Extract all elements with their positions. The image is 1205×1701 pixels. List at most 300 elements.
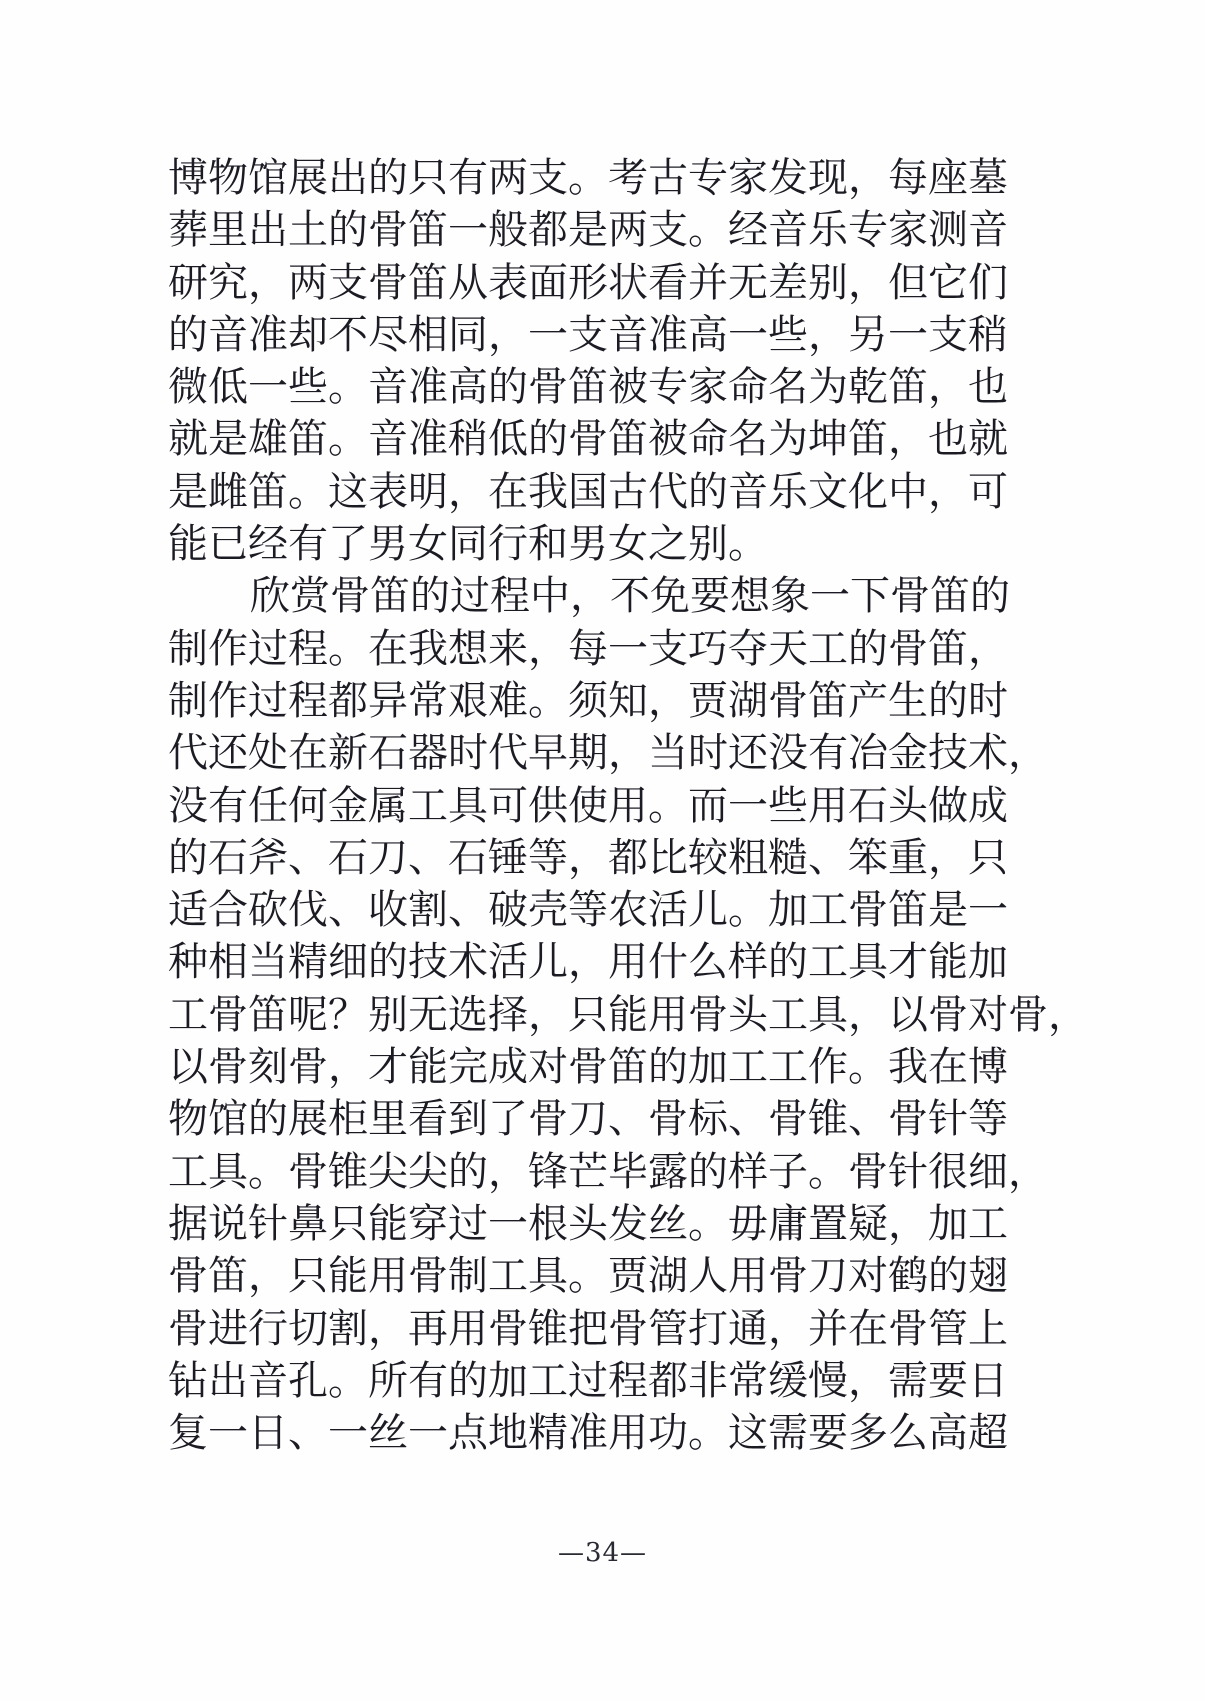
text-char: 有 bbox=[208, 782, 248, 829]
text-char: 行 bbox=[248, 1305, 288, 1352]
text-char: 。 bbox=[688, 1410, 728, 1457]
text-char: 骨 bbox=[888, 1096, 928, 1143]
text-char: 骨 bbox=[848, 887, 888, 934]
text-line: 能已经有了男女同行和男女之别。 bbox=[168, 521, 768, 568]
text-char: 了 bbox=[488, 1096, 528, 1143]
text-char: 没 bbox=[168, 782, 208, 829]
text-char: 、 bbox=[608, 1096, 648, 1143]
text-char: 无 bbox=[408, 991, 448, 1038]
text-char: 还 bbox=[728, 730, 768, 777]
text-char: 雄 bbox=[248, 416, 288, 463]
text-char: 骨 bbox=[688, 991, 728, 1038]
text-char: 用 bbox=[608, 782, 648, 829]
text-char: 一 bbox=[728, 782, 768, 829]
text-char: 准 bbox=[568, 1410, 608, 1457]
text-char: 割 bbox=[408, 887, 448, 934]
text-char: 的 bbox=[168, 311, 208, 358]
text-char: 农 bbox=[608, 887, 648, 934]
text-char: 都 bbox=[608, 834, 648, 881]
text-char: 生 bbox=[888, 677, 928, 724]
text-char: 稍 bbox=[448, 416, 488, 463]
text-char: 超 bbox=[968, 1410, 1008, 1457]
text-char: 巧 bbox=[688, 625, 728, 672]
text-char: 同 bbox=[448, 311, 488, 358]
text-char: 工 bbox=[768, 991, 808, 1038]
text-char: 要 bbox=[690, 573, 730, 620]
text-char: ， bbox=[328, 1044, 368, 1091]
text-char: 笛 bbox=[888, 364, 928, 411]
text-char: 别 bbox=[368, 991, 408, 1038]
text-char: 另 bbox=[848, 311, 888, 358]
text-char: 高 bbox=[928, 1410, 968, 1457]
text-char: 骨 bbox=[608, 1305, 648, 1352]
text-char: 作 bbox=[808, 1044, 848, 1091]
text-char: 术 bbox=[448, 939, 488, 986]
text-char: 免 bbox=[650, 573, 690, 620]
text-char: 还 bbox=[208, 730, 248, 777]
text-char: 日 bbox=[248, 1410, 288, 1457]
text-char: 用 bbox=[728, 1253, 768, 1300]
text-char: 都 bbox=[648, 1357, 688, 1404]
text-char: 微 bbox=[168, 364, 208, 411]
text-char: 笛 bbox=[208, 1253, 248, 1300]
text-char: 的 bbox=[688, 468, 728, 515]
text-char: 粗 bbox=[728, 834, 768, 881]
text-char: 。 bbox=[728, 887, 768, 934]
text-char: 支 bbox=[528, 155, 568, 201]
text-char: 别 bbox=[808, 259, 848, 306]
text-char: 命 bbox=[688, 416, 728, 463]
text-char: 地 bbox=[488, 1410, 528, 1457]
text-char: 可 bbox=[968, 468, 1008, 515]
text-char: 工 bbox=[408, 782, 448, 829]
text-char: 活 bbox=[648, 887, 688, 934]
text-char: 。 bbox=[288, 468, 328, 515]
text-char: 过 bbox=[568, 1357, 608, 1404]
text-char: ， bbox=[368, 1305, 408, 1352]
text-char: 有 bbox=[448, 155, 488, 201]
text-char: 割 bbox=[328, 1305, 368, 1352]
text-line bbox=[168, 1355, 1008, 1407]
text-char: 复 bbox=[168, 1410, 208, 1457]
text-char: 。 bbox=[248, 1148, 288, 1195]
text-char: 在 bbox=[928, 1044, 968, 1091]
text-char: 贾 bbox=[608, 1253, 648, 1300]
text-char: 发 bbox=[608, 1200, 648, 1247]
text-char: 有 bbox=[808, 730, 848, 777]
text-char: 来 bbox=[488, 625, 528, 672]
text-char: 。 bbox=[568, 155, 608, 201]
text-char: 呢 bbox=[288, 991, 328, 1038]
text-char: ， bbox=[1008, 730, 1048, 777]
text-char: 用 bbox=[648, 991, 688, 1038]
text-char: 般 bbox=[488, 207, 528, 254]
text-char: 代 bbox=[488, 730, 528, 777]
text-char: 疑 bbox=[848, 1200, 888, 1247]
text-char: 头 bbox=[728, 991, 768, 1038]
text-line bbox=[168, 1250, 1008, 1302]
text-char: 准 bbox=[408, 416, 448, 463]
text-char: 高 bbox=[448, 364, 488, 411]
text-char: 管 bbox=[928, 1305, 968, 1352]
text-char: 音 bbox=[768, 207, 808, 254]
text-char: 尖 bbox=[368, 1148, 408, 1195]
text-line bbox=[168, 623, 1008, 675]
text-char: 只 bbox=[408, 155, 448, 201]
text-char: 工 bbox=[968, 1200, 1008, 1247]
text-char: 石 bbox=[848, 782, 888, 829]
text-char: 处 bbox=[248, 730, 288, 777]
text-char: 工 bbox=[808, 887, 848, 934]
text-char: 一 bbox=[728, 311, 768, 358]
text-char: 出 bbox=[248, 207, 288, 254]
text-line bbox=[168, 570, 1010, 622]
text-char: 工 bbox=[808, 625, 848, 672]
text-char: 研 bbox=[168, 259, 208, 306]
text-char: 就 bbox=[168, 416, 208, 463]
text-char: 湖 bbox=[648, 1253, 688, 1300]
text-char: ， bbox=[528, 625, 568, 672]
text-char: 、 bbox=[288, 1410, 328, 1457]
text-char: 丝 bbox=[648, 1200, 688, 1247]
text-char: 种 bbox=[168, 939, 208, 986]
text-char: 标 bbox=[688, 1096, 728, 1143]
text-char: 的 bbox=[368, 939, 408, 986]
text-char: 笛 bbox=[370, 573, 410, 620]
text-char: 术 bbox=[968, 730, 1008, 777]
text-line bbox=[168, 204, 1008, 256]
text-char: 进 bbox=[208, 1305, 248, 1352]
text-char: 的 bbox=[448, 1148, 488, 1195]
text-char: 一 bbox=[208, 1410, 248, 1457]
text-char: ， bbox=[488, 311, 528, 358]
text-char: 程 bbox=[288, 677, 328, 724]
text-char: 需 bbox=[888, 1357, 928, 1404]
text-char: 明 bbox=[408, 468, 448, 515]
text-char: 的 bbox=[328, 207, 368, 254]
text-char: 器 bbox=[408, 730, 448, 777]
text-char: 无 bbox=[728, 259, 768, 306]
text-char: 骨 bbox=[288, 1148, 328, 1195]
text-char: 加 bbox=[688, 1044, 728, 1091]
text-char: 并 bbox=[688, 259, 728, 306]
text-char: 作 bbox=[208, 677, 248, 724]
text-char: 、 bbox=[288, 834, 328, 881]
text-char: 冶 bbox=[848, 730, 888, 777]
text-char: 古 bbox=[648, 155, 688, 201]
text-char: 的 bbox=[970, 573, 1010, 620]
text-char: 国 bbox=[568, 468, 608, 515]
text-char: 化 bbox=[848, 468, 888, 515]
text-char: 一 bbox=[528, 311, 568, 358]
text-char: 锥 bbox=[528, 1305, 568, 1352]
text-line bbox=[168, 1198, 1008, 1250]
text-char: 选 bbox=[448, 991, 488, 1038]
text-char: 刀 bbox=[808, 1253, 848, 1300]
text-char: 湖 bbox=[728, 677, 768, 724]
text-char: 很 bbox=[928, 1148, 968, 1195]
text-char: 使 bbox=[568, 782, 608, 829]
text-char: 是 bbox=[928, 887, 968, 934]
text-line bbox=[168, 884, 1008, 936]
text-char: 想 bbox=[448, 625, 488, 672]
text-char: 博 bbox=[968, 1044, 1008, 1091]
text-char: 骨 bbox=[568, 1044, 608, 1091]
text-char: 表 bbox=[368, 468, 408, 515]
text-char: ， bbox=[848, 1357, 888, 1404]
text-char: 下 bbox=[850, 573, 890, 620]
text-char: 石 bbox=[208, 834, 248, 881]
text-char: 比 bbox=[648, 834, 688, 881]
text-char: 完 bbox=[448, 1044, 488, 1091]
text-char: 馆 bbox=[248, 155, 288, 201]
text-char: 难 bbox=[488, 677, 528, 724]
text-char: 笛 bbox=[568, 364, 608, 411]
text-char: 对 bbox=[528, 1044, 568, 1091]
text-char: 工 bbox=[528, 1357, 568, 1404]
text-char: 儿 bbox=[688, 887, 728, 934]
text-char: 、 bbox=[808, 834, 848, 881]
text-char: 现 bbox=[808, 155, 848, 201]
text-char: 。 bbox=[568, 1253, 608, 1300]
text-char: 什 bbox=[648, 939, 688, 986]
text-char: 骨 bbox=[768, 1096, 808, 1143]
text-char: 管 bbox=[648, 1305, 688, 1352]
text-char: ， bbox=[888, 1200, 928, 1247]
text-char: 等 bbox=[568, 887, 608, 934]
text-char: 笛 bbox=[608, 416, 648, 463]
text-char: 骨 bbox=[888, 1305, 928, 1352]
text-char: 一 bbox=[888, 311, 928, 358]
text-char: 测 bbox=[928, 207, 968, 254]
text-char: 芒 bbox=[568, 1148, 608, 1195]
text-char: 赏 bbox=[290, 573, 330, 620]
text-char: 笛 bbox=[288, 416, 328, 463]
text-char: 雌 bbox=[208, 468, 248, 515]
text-char: 专 bbox=[688, 155, 728, 201]
text-char: 打 bbox=[688, 1305, 728, 1352]
text-char: 一 bbox=[248, 364, 288, 411]
text-char: 的 bbox=[168, 834, 208, 881]
text-char: 当 bbox=[248, 939, 288, 986]
text-char: 露 bbox=[648, 1148, 688, 1195]
text-char: 古 bbox=[608, 468, 648, 515]
text-char: 的 bbox=[528, 416, 568, 463]
text-char: 异 bbox=[368, 677, 408, 724]
text-char: 每 bbox=[888, 155, 928, 201]
text-char: 墓 bbox=[968, 155, 1008, 201]
text-char: 技 bbox=[408, 939, 448, 986]
text-char: 儿 bbox=[528, 939, 568, 986]
text-char: 也 bbox=[968, 364, 1008, 411]
text-char: ， bbox=[568, 939, 608, 986]
text-char: 两 bbox=[608, 207, 648, 254]
text-char: 再 bbox=[408, 1305, 448, 1352]
text-char: 被 bbox=[648, 416, 688, 463]
text-char: 的 bbox=[928, 1253, 968, 1300]
text-char: 加 bbox=[768, 887, 808, 934]
text-char: 只 bbox=[968, 834, 1008, 881]
text-char: 的 bbox=[848, 625, 888, 672]
text-char: 任 bbox=[248, 782, 288, 829]
text-char: 头 bbox=[888, 782, 928, 829]
text-char: ， bbox=[248, 259, 288, 306]
text-char: 据 bbox=[168, 1200, 208, 1247]
text-char: 展 bbox=[288, 1096, 328, 1143]
text-char: 做 bbox=[928, 782, 968, 829]
text-char: 面 bbox=[528, 259, 568, 306]
text-char: 金 bbox=[328, 782, 368, 829]
text-char: 骨 bbox=[368, 207, 408, 254]
text-char: 糙 bbox=[768, 834, 808, 881]
text-char: ， bbox=[928, 468, 968, 515]
text-char: 新 bbox=[328, 730, 368, 777]
text-char: 文 bbox=[808, 468, 848, 515]
text-char: 。 bbox=[848, 1044, 888, 1091]
text-char: 工 bbox=[168, 991, 208, 1038]
text-char: 所 bbox=[368, 1357, 408, 1404]
text-char: 针 bbox=[248, 1200, 288, 1247]
text-char: 常 bbox=[408, 677, 448, 724]
text-char: 针 bbox=[888, 1148, 928, 1195]
text-char: 的 bbox=[688, 1148, 728, 1195]
text-char: 能 bbox=[328, 1253, 368, 1300]
text-char: 的 bbox=[768, 939, 808, 986]
text-char: 能 bbox=[408, 1044, 448, 1091]
text-char: 非 bbox=[688, 1357, 728, 1404]
text-char: 我 bbox=[888, 1044, 928, 1091]
text-char: 表 bbox=[488, 259, 528, 306]
text-char: ， bbox=[848, 259, 888, 306]
text-char: 想 bbox=[730, 573, 770, 620]
text-char: 骨 bbox=[888, 625, 928, 672]
text-line bbox=[168, 675, 1008, 727]
text-line bbox=[168, 727, 1048, 779]
text-char: 这 bbox=[328, 468, 368, 515]
text-char: 活 bbox=[488, 939, 528, 986]
text-char: 天 bbox=[768, 625, 808, 672]
text-char: 用 bbox=[608, 1410, 648, 1457]
text-char: 把 bbox=[568, 1305, 608, 1352]
text-char: 土 bbox=[288, 207, 328, 254]
text-char: 作 bbox=[208, 625, 248, 672]
text-char: 须 bbox=[568, 677, 608, 724]
text-char: 多 bbox=[848, 1410, 888, 1457]
text-char: 音 bbox=[248, 1357, 288, 1404]
text-char: 壳 bbox=[528, 887, 568, 934]
text-char: 夺 bbox=[728, 625, 768, 672]
text-line bbox=[168, 1146, 1048, 1198]
text-char: 以 bbox=[888, 991, 928, 1038]
text-char: 等 bbox=[528, 834, 568, 881]
text-char: 葬 bbox=[168, 207, 208, 254]
text-char: 从 bbox=[448, 259, 488, 306]
text-char: ， bbox=[768, 1305, 808, 1352]
text-char: 成 bbox=[968, 782, 1008, 829]
text-char: 成 bbox=[488, 1044, 528, 1091]
text-char: 锥 bbox=[808, 1096, 848, 1143]
text-char: 慢 bbox=[808, 1357, 848, 1404]
text-char: 的 bbox=[928, 677, 968, 724]
text-char: ， bbox=[1008, 1148, 1048, 1195]
text-char: 乐 bbox=[808, 207, 848, 254]
text-char: 骨 bbox=[1008, 991, 1048, 1038]
text-char: 。 bbox=[328, 416, 368, 463]
text-char: 、 bbox=[728, 1096, 768, 1143]
text-char: 日 bbox=[968, 1357, 1008, 1404]
text-line bbox=[168, 989, 1088, 1041]
text-char: 笛 bbox=[930, 573, 970, 620]
text-char: 程 bbox=[288, 625, 328, 672]
text-char: 才 bbox=[368, 1044, 408, 1091]
text-char: 细 bbox=[328, 939, 368, 986]
text-char: 不 bbox=[610, 573, 650, 620]
text-char: 代 bbox=[648, 468, 688, 515]
text-char: 刀 bbox=[368, 834, 408, 881]
text-char: 骨 bbox=[168, 1305, 208, 1352]
text-char: 骨 bbox=[848, 1148, 888, 1195]
text-char: ， bbox=[648, 677, 688, 724]
text-char: 用 bbox=[368, 1253, 408, 1300]
text-char: 骨 bbox=[568, 416, 608, 463]
text-char: 有 bbox=[408, 1357, 448, 1404]
text-char: 骨 bbox=[288, 1044, 328, 1091]
text-line bbox=[168, 466, 1008, 518]
text-char: 差 bbox=[768, 259, 808, 306]
text-char: 笨 bbox=[848, 834, 888, 881]
text-line bbox=[168, 780, 1008, 832]
text-char: 加 bbox=[928, 1200, 968, 1247]
text-char: 考 bbox=[608, 155, 648, 201]
text-char: 里 bbox=[208, 207, 248, 254]
text-char: 音 bbox=[368, 416, 408, 463]
text-char: ， bbox=[928, 834, 968, 881]
text-char: 骨 bbox=[208, 1044, 248, 1091]
text-char: 一 bbox=[328, 1410, 368, 1457]
text-char: 破 bbox=[488, 887, 528, 934]
text-char: 两 bbox=[288, 259, 328, 306]
text-char: 加 bbox=[488, 1357, 528, 1404]
text-char: 锤 bbox=[488, 834, 528, 881]
text-char: 的 bbox=[368, 155, 408, 201]
text-char: ， bbox=[608, 730, 648, 777]
text-char: 翅 bbox=[968, 1253, 1008, 1300]
text-char: 的 bbox=[488, 364, 528, 411]
text-char: 笛 bbox=[888, 887, 928, 934]
text-char: 没 bbox=[768, 730, 808, 777]
text-char: 准 bbox=[648, 311, 688, 358]
text-char: 样 bbox=[728, 939, 768, 986]
text-char: 笛 bbox=[408, 207, 448, 254]
text-char: 贾 bbox=[688, 677, 728, 724]
text-char: 工 bbox=[808, 939, 848, 986]
text-char: 人 bbox=[688, 1253, 728, 1300]
text-char: 名 bbox=[768, 364, 808, 411]
text-char: 音 bbox=[368, 364, 408, 411]
text-char: 家 bbox=[728, 155, 768, 201]
text-char: 代 bbox=[168, 730, 208, 777]
text-char: 我 bbox=[528, 468, 568, 515]
text-char: 、 bbox=[408, 834, 448, 881]
text-char: 收 bbox=[368, 887, 408, 934]
text-char: 博 bbox=[168, 155, 208, 201]
text-char: 音 bbox=[728, 468, 768, 515]
text-char: 这 bbox=[728, 1410, 768, 1457]
text-char: 。 bbox=[648, 782, 688, 829]
text-char: 早 bbox=[528, 730, 568, 777]
text-char: 笛 bbox=[408, 259, 448, 306]
text-char: 们 bbox=[968, 259, 1008, 306]
